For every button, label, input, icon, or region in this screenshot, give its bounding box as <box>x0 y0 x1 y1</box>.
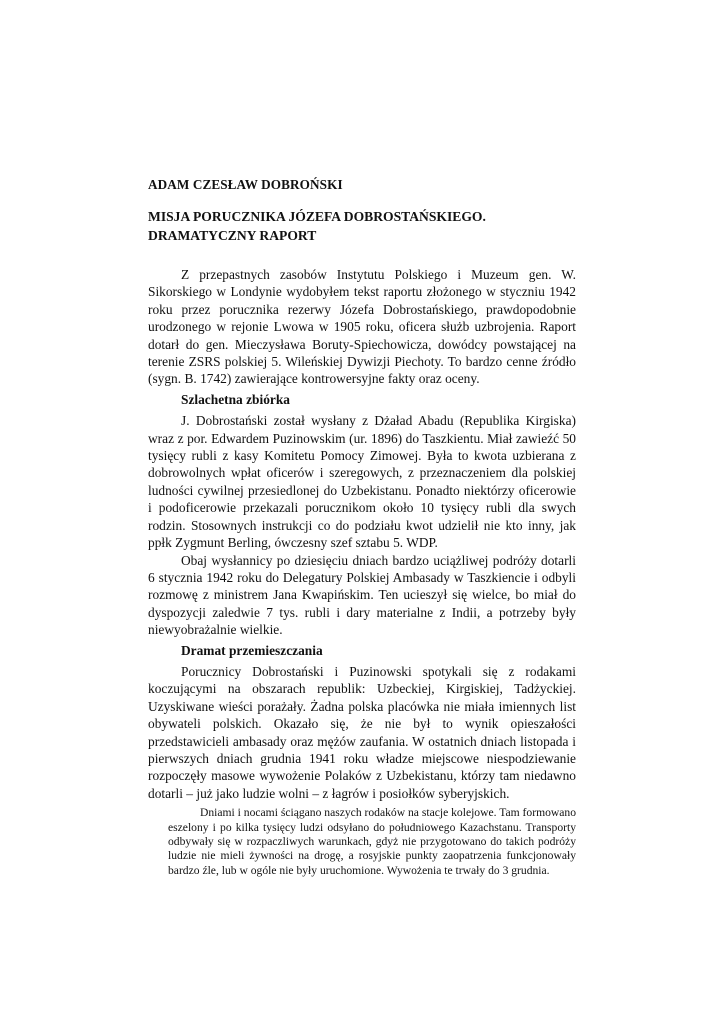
body-paragraph: Obaj wysłannicy po dziesięciu dniach bardzo uciążliwej podróży dotarli 6 stycznia 1942 roku do Delegatury Polskiej Ambasady w Taszkiencie i odbyli rozmowę z ministrem Jana Kwapińskim. Ten ucieszył się wielce, bo miał do dyspozycji zaledwie 7 tys. rubli i dary materialne z Indii, a potrzeby były niewyobrażalnie wielkie. <box>148 552 576 638</box>
article-title-line-2: DRAMATYCZNY RAPORT <box>148 228 317 243</box>
article-title-line-1: MISJA PORUCZNIKA JÓZEFA DOBROSTAŃSKIEGO. <box>148 209 486 224</box>
body-paragraph: J. Dobrostański został wysłany z Dżaład Abadu (Republika Kirgiska) wraz z por. Edwardem Puzinowskim (ur. 1896) do Taszkientu. Miał zawieźć 50 tysięcy rubli z kasy Komitetu Pomocy Zimowej. Była to kwota uzbierana z dobrowolnych wpłat oficerów i szeregowych, z przeznaczeniem dla polskiej ludności cywilnej przesiedlonej do Uzbekistanu. Ponadto niektórzy oficerowie i podoficerowie przekazali porucznikom około 10 tysięcy rubli dla swych rodzin. Stosownych instrukcji co do podziału kwot udzielił nie kto inny, jak ppłk Zygmunt Berling, ówczesny szef sztabu 5. WDP. <box>148 413 576 551</box>
author-name: ADAM CZESŁAW DOBROŃSKI <box>148 177 343 192</box>
section-heading-dramat-przemieszczania: Dramat przemieszczania <box>181 642 323 658</box>
block-quote: Dniami i nocami ściągano naszych rodaków na stacje kolejowe. Tam formowano eszelony i po kilka tysięcy ludzi odsyłano do południowego Kazachstanu. Transporty odbywały się w rozpaczliwych warunkach, gdyż nie przygotowano do takich podróży ludzie nie mieli żywności na drogę, a rosyjskie punkty zaopatrzenia funkcjonowały bardzo źle, lub w ogóle nie były uruchomione. Wywożenia te trwały do 3 grudnia. <box>168 806 576 877</box>
body-paragraph: Porucznicy Dobrostański i Puzinowski spotykali się z rodakami koczującymi na obszarach republik: Uzbeckiej, Kirgiskiej, Tadżyckiej. Uzyskiwane wieści porażały. Żadna polska placówka nie miała imiennych list obywateli polskich. Okazało się, że nie był to wynik opieszałości przedstawicieli ambasady oraz mężów zaufania. W ostatnich dniach listopada i pierwszych dniach grudnia 1941 roku władze miejscowe niespodziewanie rozpoczęły masowe wywożenie Polaków z Uzbekistanu, którzy tam niedawno dotarli – już jako ludzie wolni – z łagrów i posiołków syberyjskich. <box>148 663 576 801</box>
intro-paragraph: Z przepastnych zasobów Instytutu Polskiego i Muzeum gen. W. Sikorskiego w Londynie wydobyłem tekst raportu złożonego w styczniu 1942 roku przez porucznika rezerwy Józefa Dobrostańskiego, prawdopodobnie urodzonego w rejonie Lwowa w 1905 roku, oficera służb uzbrojenia. Raport dotarł do gen. Mieczysława Boruty-Spiechowicza, dowódcy powstającej na terenie ZSRS polskiej 5. Wileńskiej Dywizji Piechoty. To bardzo cenne źródło (sygn. B. 1742) zawierające kontrowersyjne fakty oraz oceny. <box>148 267 576 387</box>
article-body <box>148 266 576 878</box>
article-title <box>148 207 576 245</box>
section-heading-szlachetna-zbiorka: Szlachetna zbiórka <box>181 391 290 407</box>
